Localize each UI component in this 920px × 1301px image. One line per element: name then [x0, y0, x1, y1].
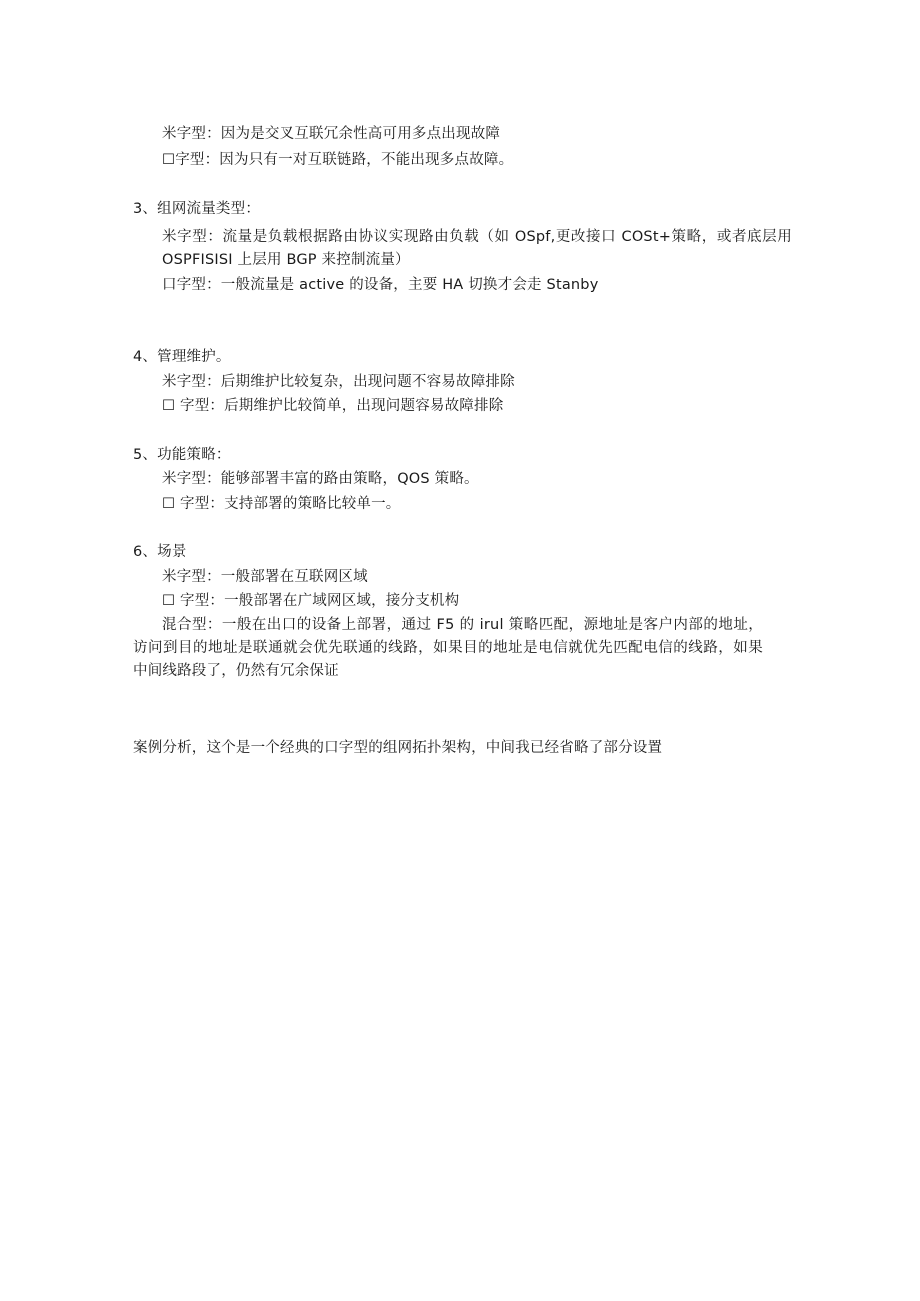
s6-heading: 6、场景	[133, 544, 187, 560]
s6-mix-text: 混合型：一般在出口的设备上部署，通过 F5 的 irul 策略匹配，源地址是客户内部的地址，访问到目的地址是联通就会优先联通的线路，如果目的地址是电信就优先匹配电信的线路，如果中间线路段了，仍然有冗余保证	[133, 617, 763, 679]
s6-mi-text: 米字型：一般部署在互联网区域	[162, 569, 368, 585]
s5-kou-text: ☐ 字型：支持部署的策略比较单一。	[162, 496, 401, 512]
s4-mi-text: 米字型：后期维护比较复杂，出现问题不容易故障排除	[162, 374, 515, 390]
case-analysis-text: 案例分析，这个是一个经典的口字型的组网拓扑架构，中间我已经省略了部分设置	[133, 740, 663, 756]
s3-heading: 3、组网流量类型：	[133, 201, 261, 217]
s2-mi-text: 米字型：因为是交叉互联冗余性高可用多点出现故障	[162, 126, 501, 142]
s3-kou-text: 口字型：一般流量是 active 的设备，主要 HA 切换才会走 Stanby	[162, 277, 599, 293]
s5-heading: 5、功能策略：	[133, 447, 231, 463]
s3-mi-text: 米字型：流量是负载根据路由协议实现路由负载（如 OSpf,更改接口 COSt+策略，或者底层用 OSPFISISI 上层用 BGP 来控制流量）	[162, 229, 792, 268]
s2-kou-text: ☐字型：因为只有一对互联链路，不能出现多点故障。	[162, 152, 514, 168]
s6-kou-text: ☐ 字型：一般部署在广域网区域，接分支机构	[162, 593, 460, 609]
s4-heading: 4、管理维护。	[133, 349, 231, 365]
s5-mi-text: 米字型：能够部署丰富的路由策略，QOS 策略。	[162, 471, 479, 487]
s4-kou-text: ☐ 字型：后期维护比较简单，出现问题容易故障排除	[162, 398, 504, 414]
